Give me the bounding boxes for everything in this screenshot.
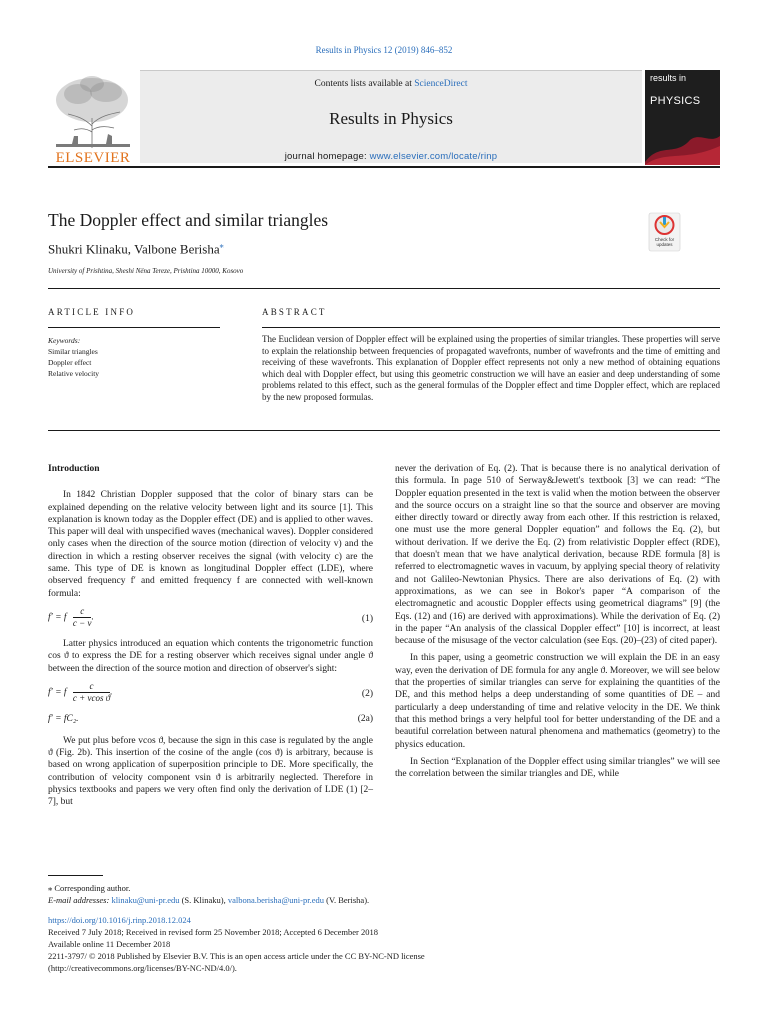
crossmark-label-1: Check for [654,237,675,242]
author-names: Shukri Klinaku, Valbone Berisha [48,241,220,257]
email-label: E-mail addresses: [48,895,112,905]
paragraph: In Section “Explanation of the Doppler effect using similar triangles” we will see the correlation between the similar triangles and DE, while [395,756,720,780]
paragraph: We put plus before vcos ϑ, because the sign in this case is regulated by the angle ϑ (Fig. 2b). This insertion of the cosine of the angle (cos ϑ) is arbitrary, because is based on wrong application of superposition principle to DE. More specifically, the contribution of velocity component vsin ϑ is arbitrarily neglected. Therefore in physics textbooks and papers we very often find only the derivation of LDE (1) [2–7], but [48,735,373,808]
equation-2-lhs: f′ = f [48,687,67,698]
crossmark-icon [647,212,682,252]
equation-2 [48,681,373,705]
paragraph: never the derivation of Eq. (2). That is because there is no analytical derivation of this formula. In page 510 of Serway&Jewett's textbook [3] we can read: “The Doppler equation presented in the text is valid when the motion between the observer and the source occurs on a straight line so that the source and observer are moving either directly toward or directly away from each other. If this restriction is relaxed, one must use the more general Doppler equation” and follows the Eq. (2), but without derivation. If we derive the Eq. (2) from relativistic Doppler effect (RDE), that doesn't mean that we have analytical derivation, because RDE formula [8] is referred to electromagnetic waves in vacuum, by applying special theory of relativity and not Galileo-Newtonian Physics. There are also derivations of Eq. (2) with approximations, as we can see in Bokor's paper “A comparison of the electromagnetic and acoustic Doppler effects using geometrical diagrams” [9] (the Eqs. (12) and (16) are derived with approximations). While the derivation of Eq. (2) in the paper “An analysis of the classical Doppler effect” [10] is incorrect, at least because of the misusage of the vector calculation (see Eqs. (20)–(23) of cited paper). [395,464,720,647]
equation-1-numerator: c [73,606,92,618]
paragraph: Latter physics introduced an equation which contents the trigonometric function cos ϑ to express the DE for a resting observer which receives signal under angle ϑ between the direction of the source motion and direction of observer's sight: [48,638,373,674]
equation-2a-number: (2a) [357,713,373,724]
crossmark-label-2: updates [656,242,673,247]
title-rule [48,288,720,289]
sciencedirect-link[interactable]: ScienceDirect [414,79,468,89]
equation-2-tail: . [110,687,113,698]
contents-line [140,79,642,89]
equation-2-numerator: c [73,681,110,693]
affiliation: University of Prishtina, Sheshi Nëna Tereze, Prishtina 10000, Kosovo [48,267,244,275]
article-info-heading: ARTICLE INFO [48,307,136,317]
equation-1 [48,606,373,630]
journal-name: Results in Physics [329,109,453,128]
email-link-1[interactable]: klinaku@uni-pr.edu [111,895,180,905]
abstract-rule [262,327,720,328]
keyword-item: Doppler effect [48,358,92,367]
equation-1-lhs: f′ = f [48,612,67,623]
abstract-heading: ABSTRACT [262,307,327,317]
check-for-updates-badge[interactable] [647,212,682,252]
homepage-prefix: journal homepage: [284,151,370,162]
paragraph: In 1842 Christian Doppler supposed that the color of binary stars can be explained depending on the relative velocity between light and its source [1]. This explanation is known today as the Doppler effect (DE) and is applied to other waves. This paper will deal with unspecified waves (mechanical waves). Doppler considered only cases when the direction of the source motion (direction of velocity v) and the direction in which a resting observer receives the signal (with velocity c) are the same. This type of DE is known as longitudinal Doppler effect (LDE), where observed frequency f′ and emitted frequency f are connected with well-known formula: [48,490,373,599]
elsevier-wordmark: ELSEVIER [55,150,131,165]
contents-prefix: Contents lists available at [314,79,415,89]
keyword-item: Relative velocity [48,369,100,378]
body-column-left [48,463,373,814]
section-heading-introduction: Introduction [48,464,100,474]
cover-line-2: PHYSICS [650,95,701,107]
journal-citation-link[interactable]: Results in Physics 12 (2019) 846–852 [315,45,453,55]
email-name-2: (V. Berisha). [323,895,370,905]
article-info-rule [48,327,220,328]
equation-2a [48,713,373,727]
keywords-block [48,335,99,379]
paragraph: In this paper, using a geometric construction we will explain the DE in an easy way, even the derivation of DE formula for any angle ϑ. Moreover, we will see below that the properties of similar triangles can serve for explaining the quantities of the DE, and this method helps a deep understanding of some quantities of DE – and particularly a deep understanding of time and relative velocity in the DE. We think that this method brings a very helpful tool for better understanding of the DE and a beautiful correlation between natural phenomena and mathematics (geometry) to the physics education. [395,653,721,750]
publication-info [48,914,425,974]
cover-swirl-graphic [645,132,720,165]
elsevier-tree-icon [48,70,138,165]
equation-2-fraction [72,680,113,704]
corresponding-author-mark[interactable]: ⁎ [219,241,224,250]
abstract-bottom-rule [48,430,720,431]
masthead [48,70,720,165]
email-name-1: (S. Klinaku), [179,895,228,905]
email-link-2[interactable]: valbona.berisha@uni-pr.edu [227,895,324,905]
journal-homepage-line [140,151,642,162]
footnote-block [48,882,369,906]
body-column-right [395,463,720,785]
journal-banner [140,70,642,163]
journal-cover-image[interactable] [645,70,720,165]
equation-1-number: (1) [361,613,373,624]
license-line-1: 2211-3797/ © 2018 Published by Elsevier B.V. This is an open access article under the CC BY-NC-ND license [48,951,425,961]
cover-line-1: results in [650,73,687,83]
email-line [48,894,369,906]
keyword-item: Similar triangles [48,347,98,356]
author-list [48,241,224,257]
abstract-text: The Euclidean version of Doppler effect will be explained using the properties of similar triangles. These properties will serve to explain the relationship between frequencies of propagated wavefronts, number of wavefronts and the time of emitting and receiving of these wavefronts. This explanation of Doppler effect represents not only a new method of obtaining equations which deal with Doppler effect, but using this geometric construction we will have an easier and deep understanding of some problems related to this effect, such as the general formulas of the Doppler effect and time Doppler effect, which are replaced by the new proposed formulas. [262,334,720,402]
equation-1-denominator: c − v [72,617,92,628]
elsevier-logo[interactable] [48,70,138,165]
received-dates: Received 7 July 2018; Received in revised form 25 November 2018; Accepted 6 December 2018 [48,927,378,937]
online-date: Available online 11 December 2018 [48,939,171,949]
masthead-rule [48,166,720,168]
license-line-2[interactable]: (http://creativecommons.org/licenses/BY-NC-ND/4.0/). [48,963,237,973]
equation-2-number: (2) [361,688,373,699]
equation-1-tail: . [91,612,94,623]
equation-2a-expression: f′ = fC₂. [48,713,79,724]
corresponding-author-note: ⁎ Corresponding author. [48,883,131,893]
keywords-label: Keywords: [48,336,81,345]
footnote-rule [48,875,103,876]
article-title: The Doppler effect and similar triangles [48,210,329,230]
equation-2-denominator: c + vcos ϑ [72,692,111,703]
doi-link[interactable]: https://doi.org/10.1016/j.rinp.2018.12.024 [48,915,191,925]
equation-1-fraction [73,606,92,629]
homepage-link[interactable]: www.elsevier.com/locate/rinp [369,151,498,162]
